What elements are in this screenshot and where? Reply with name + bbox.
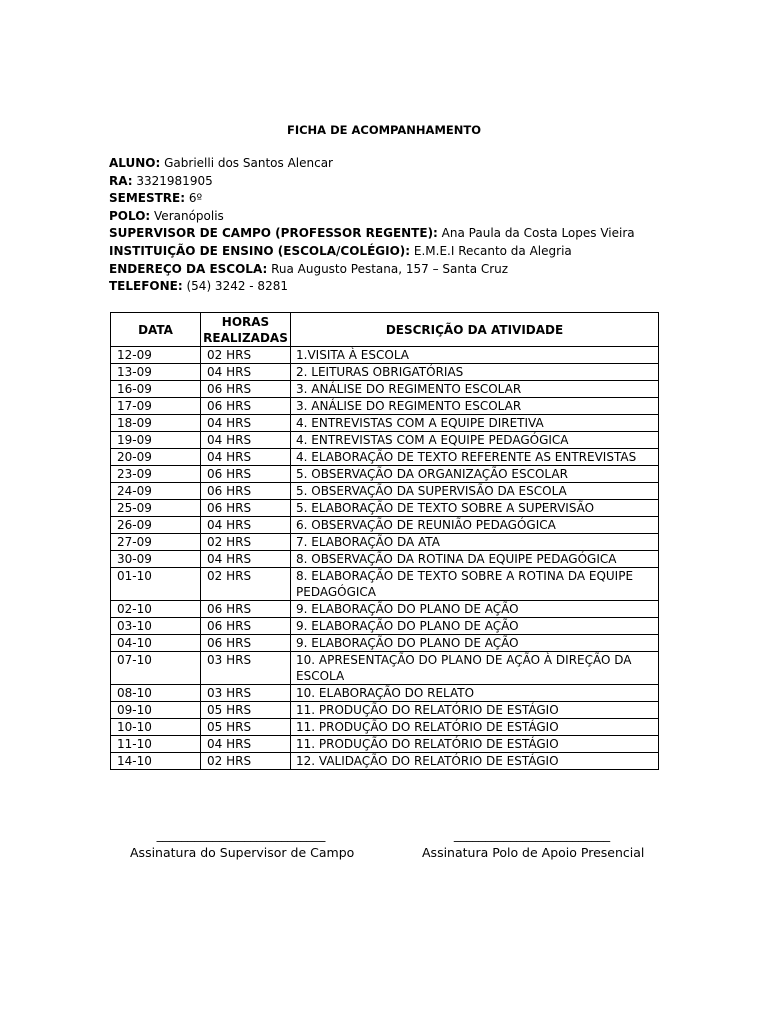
info-label: RA:: [109, 173, 133, 188]
cell-description: 3. ANÁLISE DO REGIMENTO ESCOLAR: [291, 398, 659, 415]
table-row: [111, 483, 659, 500]
cell-date: 16-09: [111, 381, 201, 398]
cell-date: 09-10: [111, 702, 201, 719]
table-row: [111, 449, 659, 466]
cell-description: 3. ANÁLISE DO REGIMENTO ESCOLAR: [291, 381, 659, 398]
info-label: TELEFONE:: [109, 279, 183, 294]
info-line-address: [109, 261, 669, 279]
info-label: SEMESTRE:: [109, 191, 186, 206]
header-date: DATA: [111, 313, 201, 347]
table-row: [111, 432, 659, 449]
cell-description: 5. ELABORAÇÃO DE TEXTO SOBRE A SUPERVISÃO: [291, 500, 659, 517]
cell-hours: 04 HRS: [201, 415, 291, 432]
cell-hours: 06 HRS: [201, 601, 291, 618]
cell-description: 5. OBSERVAÇÃO DA SUPERVISÃO DA ESCOLA: [291, 483, 659, 500]
table-row: [111, 568, 659, 601]
signature-caption: Assinatura do Supervisor de Campo: [130, 845, 355, 860]
cell-date: 11-10: [111, 736, 201, 753]
cell-date: 27-09: [111, 534, 201, 551]
cell-description: 2. LEITURAS OBRIGATÓRIAS: [291, 364, 659, 381]
cell-description: 4. ENTREVISTAS COM A EQUIPE DIRETIVA: [291, 415, 659, 432]
cell-hours: 06 HRS: [201, 618, 291, 635]
cell-description: 4. ELABORAÇÃO DE TEXTO REFERENTE AS ENTREVISTAS: [291, 449, 659, 466]
document-title: FICHA DE ACOMPANHAMENTO: [286, 123, 482, 137]
table-row: [111, 347, 659, 364]
activity-table: [110, 312, 659, 770]
info-line-semester: [109, 190, 669, 208]
cell-date: 20-09: [111, 449, 201, 466]
info-line-supervisor: [109, 225, 669, 243]
table-row: [111, 685, 659, 702]
table-row: [111, 500, 659, 517]
header-hours: HORAS REALIZADAS: [201, 313, 291, 347]
cell-description: 1.VISITA À ESCOLA: [291, 347, 659, 364]
table-row: [111, 652, 659, 685]
cell-description: 6. OBSERVAÇÃO DE REUNIÃO PEDAGÓGICA: [291, 517, 659, 534]
table-row: [111, 702, 659, 719]
info-line-student: [109, 155, 669, 173]
info-value: Veranópolis: [150, 208, 224, 223]
cell-date: 25-09: [111, 500, 201, 517]
header-description: DESCRIÇÃO DA ATIVIDADE: [291, 313, 659, 347]
cell-hours: 02 HRS: [201, 534, 291, 551]
cell-date: 14-10: [111, 753, 201, 770]
table-row: [111, 736, 659, 753]
info-value: Rua Augusto Pestana, 157 – Santa Cruz: [267, 261, 509, 276]
cell-description: 10. ELABORAÇÃO DO RELATO: [291, 685, 659, 702]
table-row: [111, 364, 659, 381]
info-line-phone: [109, 278, 669, 296]
student-info-block: [109, 155, 669, 296]
cell-date: 17-09: [111, 398, 201, 415]
info-label: ALUNO:: [109, 156, 161, 170]
cell-date: 10-10: [111, 719, 201, 736]
cell-hours: 04 HRS: [201, 736, 291, 753]
cell-description: 11. PRODUÇÃO DO RELATÓRIO DE ESTÁGIO: [291, 719, 659, 736]
table-row: [111, 381, 659, 398]
table-row: [111, 398, 659, 415]
cell-date: 19-09: [111, 432, 201, 449]
cell-date: 08-10: [111, 685, 201, 702]
signature-line: ___________________________: [156, 827, 326, 842]
info-value: 6º: [185, 191, 203, 206]
cell-hours: 06 HRS: [201, 398, 291, 415]
table-row: [111, 719, 659, 736]
cell-hours: 06 HRS: [201, 381, 291, 398]
cell-date: 18-09: [111, 415, 201, 432]
info-line-polo: [109, 208, 669, 226]
cell-hours: 04 HRS: [201, 517, 291, 534]
cell-hours: 03 HRS: [201, 652, 291, 685]
table-header-row: [111, 313, 659, 347]
cell-hours: 03 HRS: [201, 685, 291, 702]
cell-description: 12. VALIDAÇÃO DO RELATÓRIO DE ESTÁGIO: [291, 753, 659, 770]
cell-date: 26-09: [111, 517, 201, 534]
cell-date: 13-09: [111, 364, 201, 381]
cell-description: 10. APRESENTAÇÃO DO PLANO DE AÇÃO À DIREÇÃO DA ESCOLA: [291, 652, 659, 685]
cell-date: 23-09: [111, 466, 201, 483]
info-label: POLO:: [109, 208, 151, 223]
cell-hours: 02 HRS: [201, 568, 291, 601]
cell-description: 9. ELABORAÇÃO DO PLANO DE AÇÃO: [291, 601, 659, 618]
cell-hours: 06 HRS: [201, 466, 291, 483]
cell-date: 03-10: [111, 618, 201, 635]
cell-hours: 04 HRS: [201, 432, 291, 449]
info-value: E.M.E.I Recanto da Alegria: [410, 243, 572, 258]
cell-date: 24-09: [111, 483, 201, 500]
table-row: [111, 551, 659, 568]
cell-hours: 05 HRS: [201, 719, 291, 736]
table-row: [111, 466, 659, 483]
signature-caption: Assinatura Polo de Apoio Presencial: [422, 845, 645, 860]
table-row: [111, 415, 659, 432]
cell-date: 02-10: [111, 601, 201, 618]
cell-description: 4. ENTREVISTAS COM A EQUIPE PEDAGÓGICA: [291, 432, 659, 449]
info-line-ra: [109, 173, 669, 191]
cell-hours: 06 HRS: [201, 635, 291, 652]
cell-hours: 04 HRS: [201, 364, 291, 381]
cell-hours: 05 HRS: [201, 702, 291, 719]
table-row: [111, 618, 659, 635]
signature-polo: [422, 826, 645, 862]
cell-description: 9. ELABORAÇÃO DO PLANO DE AÇÃO: [291, 618, 659, 635]
cell-description: 5. OBSERVAÇÃO DA ORGANIZAÇÃO ESCOLAR: [291, 466, 659, 483]
signature-supervisor: [130, 826, 355, 862]
cell-description: 7. ELABORAÇÃO DA ATA: [291, 534, 659, 551]
cell-hours: 04 HRS: [201, 449, 291, 466]
cell-hours: 06 HRS: [201, 500, 291, 517]
table-row: [111, 635, 659, 652]
cell-date: 30-09: [111, 551, 201, 568]
cell-description: 11. PRODUÇÃO DO RELATÓRIO DE ESTÁGIO: [291, 736, 659, 753]
info-label: SUPERVISOR DE CAMPO (PROFESSOR REGENTE):: [109, 226, 438, 241]
cell-date: 04-10: [111, 635, 201, 652]
cell-description: 8. ELABORAÇÃO DE TEXTO SOBRE A ROTINA DA EQUIPE PEDAGÓGICA: [291, 568, 659, 601]
cell-hours: 06 HRS: [201, 483, 291, 500]
cell-hours: 02 HRS: [201, 753, 291, 770]
table-row: [111, 601, 659, 618]
signature-line: _________________________: [453, 827, 611, 842]
table-row: [111, 534, 659, 551]
cell-date: 01-10: [111, 568, 201, 601]
table-body: [111, 347, 659, 770]
cell-hours: 04 HRS: [201, 551, 291, 568]
cell-date: 07-10: [111, 652, 201, 685]
cell-description: 11. PRODUÇÃO DO RELATÓRIO DE ESTÁGIO: [291, 702, 659, 719]
info-value: 3321981905: [132, 173, 213, 188]
info-value: (54) 3242 - 8281: [182, 279, 288, 294]
cell-description: 8. OBSERVAÇÃO DA ROTINA DA EQUIPE PEDAGÓGICA: [291, 551, 659, 568]
cell-date: 12-09: [111, 347, 201, 364]
info-label: ENDEREÇO DA ESCOLA:: [109, 261, 268, 276]
cell-description: 9. ELABORAÇÃO DO PLANO DE AÇÃO: [291, 635, 659, 652]
info-value: Ana Paula da Costa Lopes Vieira: [437, 226, 635, 241]
info-label: INSTITUIÇÃO DE ENSINO (ESCOLA/COLÉGIO):: [109, 243, 411, 258]
table-row: [111, 517, 659, 534]
info-line-institution: [109, 243, 669, 261]
info-value: Gabrielli dos Santos Alencar: [160, 156, 333, 170]
cell-hours: 02 HRS: [201, 347, 291, 364]
table-row: [111, 753, 659, 770]
